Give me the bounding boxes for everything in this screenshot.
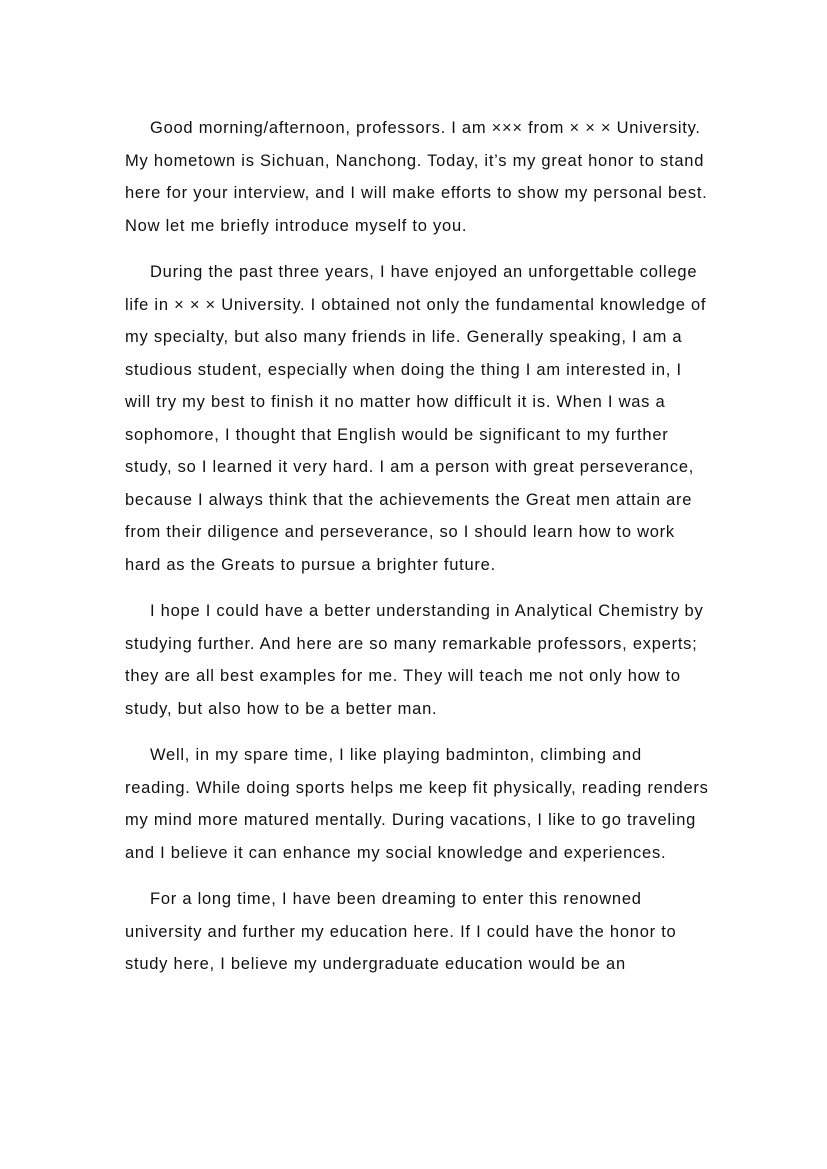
- paragraph-college-life: During the past three years, I have enjoyed an unforgettable college life in × × × University. I obtained not only the fundamental knowledge of my specialty, but also many friends in life. Generally speaking, I am a studious student, especially when doing the thing I am interested in, I will try my best to finish it no matter how difficult it is. When I was a sophomore, I thought that English would be significant to my further study, so I learned it very hard. I am a person with great perseverance, because I always think that the achievements the Great men attain are from their diligence and perseverance, so I should learn how to work hard as the Greats to pursue a brighter future.: [125, 263, 707, 574]
- paragraph-introduction: Good morning/afternoon, professors. I am ××× from × × × University. My hometown is Sichuan, Nanchong. Today, it’s my great honor to stand here for your interview, and I will make efforts to show my personal best. Now let me briefly introduce myself to you.: [125, 119, 708, 235]
- paragraph-study-goals: I hope I could have a better understanding in Analytical Chemistry by studying further. And here are so many remarkable professors, experts; they are all best examples for me. They will teach me not only how to study, but also how to be a better man.: [125, 602, 704, 718]
- paragraph-hobbies: Well, in my spare time, I like playing badminton, climbing and reading. While doing sports helps me keep fit physically, reading renders my mind more matured mentally. During vacations, I like to go traveling and I believe it can enhance my social knowledge and experiences.: [125, 746, 709, 862]
- document-page: [125, 112, 710, 995]
- paragraph-aspiration: For a long time, I have been dreaming to enter this renowned university and further my education here. If I could have the honor to study here, I believe my undergraduate education would be an: [125, 890, 677, 973]
